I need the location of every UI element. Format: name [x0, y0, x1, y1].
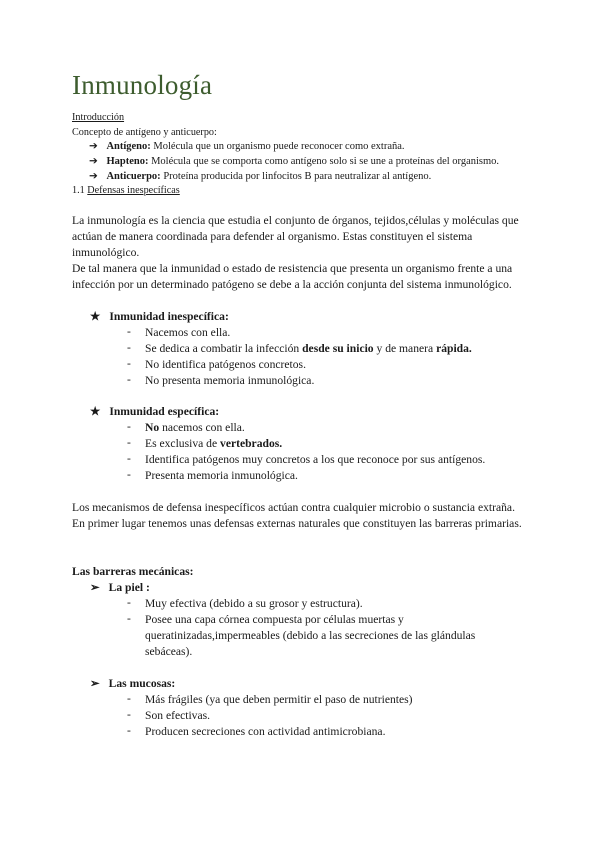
paragraph: De tal manera que la inmunidad o estado de resistencia que presenta un organismo frente a una infección por un determinado patógeno se debe a la acción conjunta del sistema inmunológico. — [72, 262, 513, 291]
star-bullet-icon: ★ — [90, 405, 101, 418]
dash-bullet-icon: - — [127, 708, 131, 721]
list-item: Posee una capa córnea compuesta por células muertas y — [145, 613, 404, 626]
triangle-arrow-bullet-icon: ➢ — [90, 581, 100, 594]
list-item: Identifica patógenos muy concretos a los que reconoce por sus antígenos. — [145, 453, 486, 466]
defense-paragraphs — [72, 500, 524, 532]
intro-paragraphs — [72, 213, 524, 293]
mucosa-heading: ➢ Las mucosas: — [90, 677, 176, 690]
nonspecific-heading: ★ Inmunidad inespecífica: — [90, 310, 229, 323]
list-item: Más frágiles (ya que deben permitir el paso de nutrientes) — [145, 693, 413, 706]
list-item-continuation: queratinizadas,impermeables (debido a las secreciones de las glándulas — [145, 629, 476, 642]
page-title: Inmunología — [72, 70, 213, 100]
list-item: No presenta memoria inmunológica. — [145, 374, 315, 387]
list-item-continuation: sebáceas). — [145, 645, 193, 658]
star-bullet-icon: ★ — [90, 310, 101, 323]
barriers-heading: Las barreras mecánicas: — [72, 565, 194, 578]
definition-item: ➔ Antígeno: Molécula que un organismo puede reconocer como extraña. — [89, 141, 405, 152]
concept-line: Concepto de antígeno y anticuerpo: — [72, 127, 217, 138]
definition-item: ➔ Anticuerpo: Proteína producida por linfocitos B para neutralizar al antígeno. — [89, 171, 432, 182]
skin-heading: ➢ La piel : — [90, 581, 150, 594]
arrow-bullet-icon: ➔ — [89, 156, 98, 167]
list-item: Nacemos con ella. — [145, 326, 231, 339]
dash-bullet-icon: - — [127, 357, 131, 370]
list-item: No nacemos con ella. — [145, 421, 245, 434]
dash-bullet-icon: - — [127, 436, 131, 449]
section-heading: 1.1 Defensas inespecíficas — [72, 185, 180, 196]
dash-bullet-icon: - — [127, 596, 131, 609]
arrow-bullet-icon: ➔ — [89, 141, 98, 152]
triangle-arrow-bullet-icon: ➢ — [90, 677, 100, 690]
list-item: No identifica patógenos concretos. — [145, 358, 306, 371]
specific-heading: ★ Inmunidad específica: — [90, 405, 220, 418]
list-item: Presenta memoria inmunológica. — [145, 469, 298, 482]
dash-bullet-icon: - — [127, 692, 131, 705]
dash-bullet-icon: - — [127, 468, 131, 481]
list-item: Muy efectiva (debido a su grosor y estructura). — [145, 597, 363, 610]
dash-bullet-icon: - — [127, 724, 131, 737]
definition-item: ➔ Hapteno: Molécula que se comporta como antígeno solo si se une a proteínas del organismo. — [89, 156, 500, 167]
dash-bullet-icon: - — [127, 325, 131, 338]
dash-bullet-icon: - — [127, 420, 131, 433]
dash-bullet-icon: - — [127, 612, 131, 625]
arrow-bullet-icon: ➔ — [89, 171, 98, 182]
list-item: Producen secreciones con actividad antimicrobiana. — [145, 725, 386, 738]
list-item: Se dedica a combatir la infección desde su inicio y de manera rápida. — [145, 342, 472, 355]
list-item: Es exclusiva de vertebrados. — [145, 437, 283, 450]
dash-bullet-icon: - — [127, 373, 131, 386]
dash-bullet-icon: - — [127, 341, 131, 354]
paragraph: La inmunología es la ciencia que estudia el conjunto de órganos, tejidos,células y moléculas que actúan de manera coordinada para defender al organismo. Estas constituyen el sistema inmunológico. — [72, 214, 519, 259]
dash-bullet-icon: - — [127, 452, 131, 465]
intro-heading: Introducción — [72, 112, 125, 123]
paragraph: Los mecanismos de defensa inespecíficos actúan contra cualquier microbio o sustancia extraña. — [72, 501, 515, 514]
paragraph: En primer lugar tenemos unas defensas externas naturales que constituyen las barreras primarias. — [72, 517, 522, 530]
list-item: Son efectivas. — [145, 709, 211, 722]
